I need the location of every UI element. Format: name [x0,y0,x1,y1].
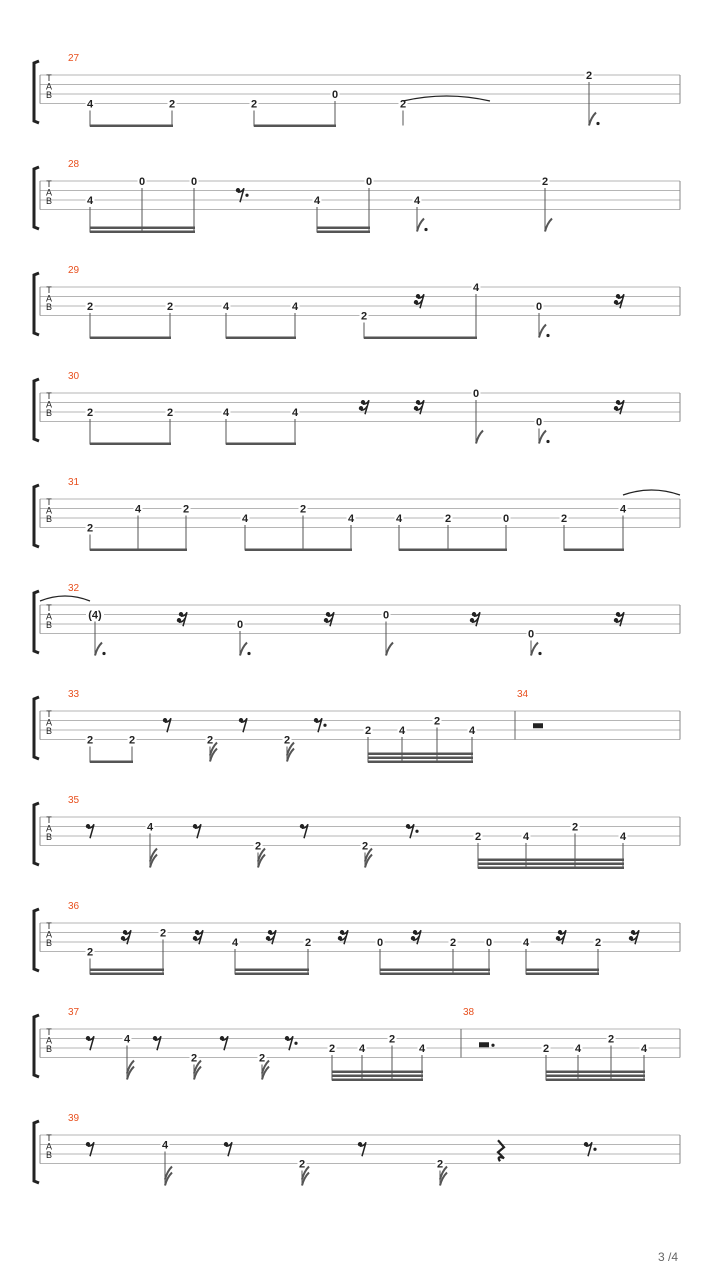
note-beam [235,973,309,976]
fret-number: 4 [413,195,421,207]
note-beam [478,863,624,866]
fret-number: 2 [159,927,167,940]
note-beam [368,753,473,756]
fret-number: 4 [146,821,154,834]
fret-number: 0 [331,89,339,101]
note-flag [531,643,538,656]
fret-number: 4 [418,1043,426,1055]
fret-number: 0 [382,609,390,622]
fret-number: 2 [298,1158,306,1171]
tab-clef-letter: T [46,285,52,295]
fret-number: 4 [222,301,230,313]
fret-number: 2 [585,70,593,82]
note-flag [386,643,393,656]
measure-number: 29 [68,265,80,276]
tab-clef-letter: B [45,90,53,100]
fret-number: 2 [168,98,176,111]
fret-number: 4 [640,1043,648,1055]
tab-clef-letter: T [46,815,52,825]
measure-number: 27 [68,53,80,64]
fret-number: 2 [86,946,94,959]
tab-clef-letter: T [46,709,52,719]
fret-number: 4 [472,282,480,294]
fret-number: 0 [502,513,510,525]
note-beam [368,761,473,764]
fret-number: 2 [436,1158,444,1171]
tab-clef-letter: B [45,726,53,736]
fret-number: 4 [123,1033,131,1046]
tab-system [34,901,680,975]
system-bracket [34,273,39,335]
fret-number: 0 [535,416,543,429]
note-beam [546,1079,645,1082]
fret-number: 2 [571,821,579,834]
note-flag [95,643,102,656]
tab-clef-letter: B [45,620,53,630]
system-bracket [34,167,39,229]
fret-number: 4 [134,503,142,516]
note-beam [226,443,296,446]
fret-number: 2 [254,840,262,853]
system-bracket [34,1015,39,1077]
measure-number: 30 [68,371,80,382]
fret-number: 2 [206,734,214,747]
rhythm-dot [102,652,105,655]
fret-number: 4 [522,937,530,949]
note-beam [526,969,599,972]
tab-clef-letter: B [45,302,53,312]
fret-number: 2 [250,98,258,111]
fret-number: 4 [86,195,94,207]
note-beam [546,1075,645,1078]
fret-number: 4 [222,407,230,419]
tab-clef-letter: B [45,196,53,206]
fret-number: 2 [190,1052,198,1065]
tab-clef-letter: B [45,1150,53,1160]
tab-clef-letter: A [45,505,53,516]
fret-number: 2 [607,1033,615,1046]
fret-number: 4 [574,1043,582,1055]
rhythm-dot [546,334,549,337]
note-beam [526,973,599,976]
note-flag [589,113,596,126]
fret-number: 2 [399,98,407,111]
tie-arc [623,490,680,495]
note-beam [380,969,490,972]
fret-number: 2 [444,513,452,525]
system-bracket [34,591,39,653]
note-beam [245,549,352,552]
fret-number: 4 [358,1043,366,1055]
tie-arc [403,96,490,101]
tab-system [34,583,680,656]
tab-clef-letter: T [46,497,52,507]
note-beam [364,337,477,340]
fret-number: 4 [522,831,530,843]
note-beam [317,227,370,230]
measure-number: 33 [68,689,80,700]
measure-number: 31 [68,477,80,488]
tab-clef-letter: T [46,179,52,189]
tab-clef-letter: A [45,81,53,92]
fret-number: 2 [86,301,94,313]
system-bracket [34,697,39,759]
fret-number: 4 [231,937,239,949]
fret-number: 2 [86,734,94,747]
note-beam [399,549,507,552]
note-beam [90,231,195,234]
fret-number: 0 [485,937,493,949]
note-beam [478,867,624,870]
tab-clef-letter: T [46,1133,52,1143]
note-beam [90,337,171,340]
fret-number: 2 [86,522,94,535]
note-beam [332,1071,423,1074]
tab-system [34,265,680,339]
tab-system [34,795,680,869]
fret-number: 4 [395,513,403,525]
fret-number: (4) [88,609,102,622]
note-flag [240,643,247,656]
note-beam [254,125,336,128]
fret-number: 2 [360,310,368,323]
tab-clef-letter: A [45,823,53,834]
note-beam [90,973,164,976]
note-beam [90,227,195,230]
fret-number: 2 [364,725,372,737]
tab-clef-letter: A [45,187,53,198]
page-number: 3 /4 [657,1250,678,1264]
fret-number: 2 [594,937,602,949]
measure-number: 34 [517,689,529,700]
tab-system [34,1113,680,1186]
tab-clef-letter: A [45,399,53,410]
rhythm-dot [538,652,541,655]
note-beam [332,1079,423,1082]
tab-system [34,1007,680,1081]
tab-system [34,53,680,127]
note-flag [417,219,424,232]
fret-number: 0 [190,176,198,188]
note-flag [476,431,483,444]
fret-number: 2 [304,937,312,949]
fret-number: 4 [291,301,299,313]
fret-number: 2 [542,1043,550,1055]
rhythm-dot [596,122,599,125]
fret-number: 4 [241,513,249,525]
measure-number: 32 [68,583,80,594]
fret-number: 2 [283,734,291,747]
fret-number: 2 [328,1043,336,1055]
tab-clef-letter: A [45,1035,53,1046]
system-bracket [34,803,39,865]
tab-clef-letter: T [46,603,52,613]
fret-number: 4 [313,195,321,207]
tab-clef-letter: T [46,73,52,83]
tab-clef-letter: A [45,717,53,728]
fret-number: 0 [527,628,535,641]
fret-number: 4 [291,407,299,419]
tie-arc [40,596,90,601]
tab-clef-letter: B [45,408,53,418]
fret-number: 2 [258,1052,266,1065]
tab-clef-letter: A [45,611,53,622]
fret-number: 2 [166,301,174,313]
note-beam [226,337,296,340]
note-beam [90,125,173,128]
tab-system [34,689,680,763]
fret-number: 4 [86,98,94,111]
fret-number: 2 [560,513,568,525]
fret-number: 2 [449,937,457,949]
tab-clef-letter: B [45,938,53,948]
measure-number: 38 [463,1007,475,1018]
tab-system [34,371,680,445]
tab-system [34,159,680,233]
fret-number: 0 [365,176,373,188]
measure-number: 39 [68,1113,80,1124]
fret-number: 2 [128,734,136,747]
tab-clef-letter: B [45,1044,53,1054]
fret-number: 2 [433,715,441,728]
tab-clef-letter: A [45,929,53,940]
note-beam [478,859,624,862]
fret-number: 2 [541,176,549,188]
system-bracket [34,1121,39,1183]
rhythm-dot [424,228,427,231]
fret-number: 0 [535,301,543,313]
fret-number: 0 [138,176,146,188]
fret-number: 2 [474,831,482,843]
rest-whole [533,723,543,728]
note-beam [546,1071,645,1074]
measure-number: 37 [68,1007,80,1018]
measure-number: 28 [68,159,80,170]
tab-clef-letter: T [46,1027,52,1037]
note-flag [539,431,546,444]
measure-number: 36 [68,901,80,912]
fret-number: 4 [468,725,476,737]
note-beam [90,761,133,764]
fret-number: 2 [182,503,190,516]
system-bracket [34,61,39,123]
fret-number: 4 [398,725,406,737]
note-beam [90,443,171,446]
tab-clef-letter: T [46,921,52,931]
rest-quarter [498,1140,504,1161]
rest-halfdot [479,1042,495,1047]
rhythm-dot [546,440,549,443]
measure-number: 35 [68,795,80,806]
fret-number: 0 [376,937,384,949]
tab-clef-letter: A [45,1141,53,1152]
note-beam [380,973,490,976]
tab-clef-letter: A [45,293,53,304]
system-bracket [34,379,39,441]
system-bracket [34,485,39,547]
note-beam [332,1075,423,1078]
note-flag [539,325,546,338]
note-beam [564,549,624,552]
fret-number: 0 [236,619,244,631]
fret-number: 4 [161,1139,169,1152]
tab-system [34,477,680,551]
system-bracket [34,909,39,971]
tab-clef-letter: B [45,514,53,524]
note-flag [545,219,552,232]
fret-number: 4 [619,503,627,516]
fret-number: 2 [166,407,174,419]
note-beam [317,231,370,234]
tab-clef-letter: T [46,391,52,401]
fret-number: 2 [361,840,369,853]
rhythm-dot [247,652,250,655]
fret-number: 2 [86,407,94,419]
tab-clef-letter: B [45,832,53,842]
fret-number: 2 [299,503,307,516]
note-beam [235,969,309,972]
fret-number: 4 [347,513,355,525]
note-beam [90,969,164,972]
note-beam [368,757,473,760]
fret-number: 4 [619,831,627,843]
fret-number: 2 [388,1033,396,1046]
note-beam [90,549,187,552]
fret-number: 0 [472,388,480,400]
